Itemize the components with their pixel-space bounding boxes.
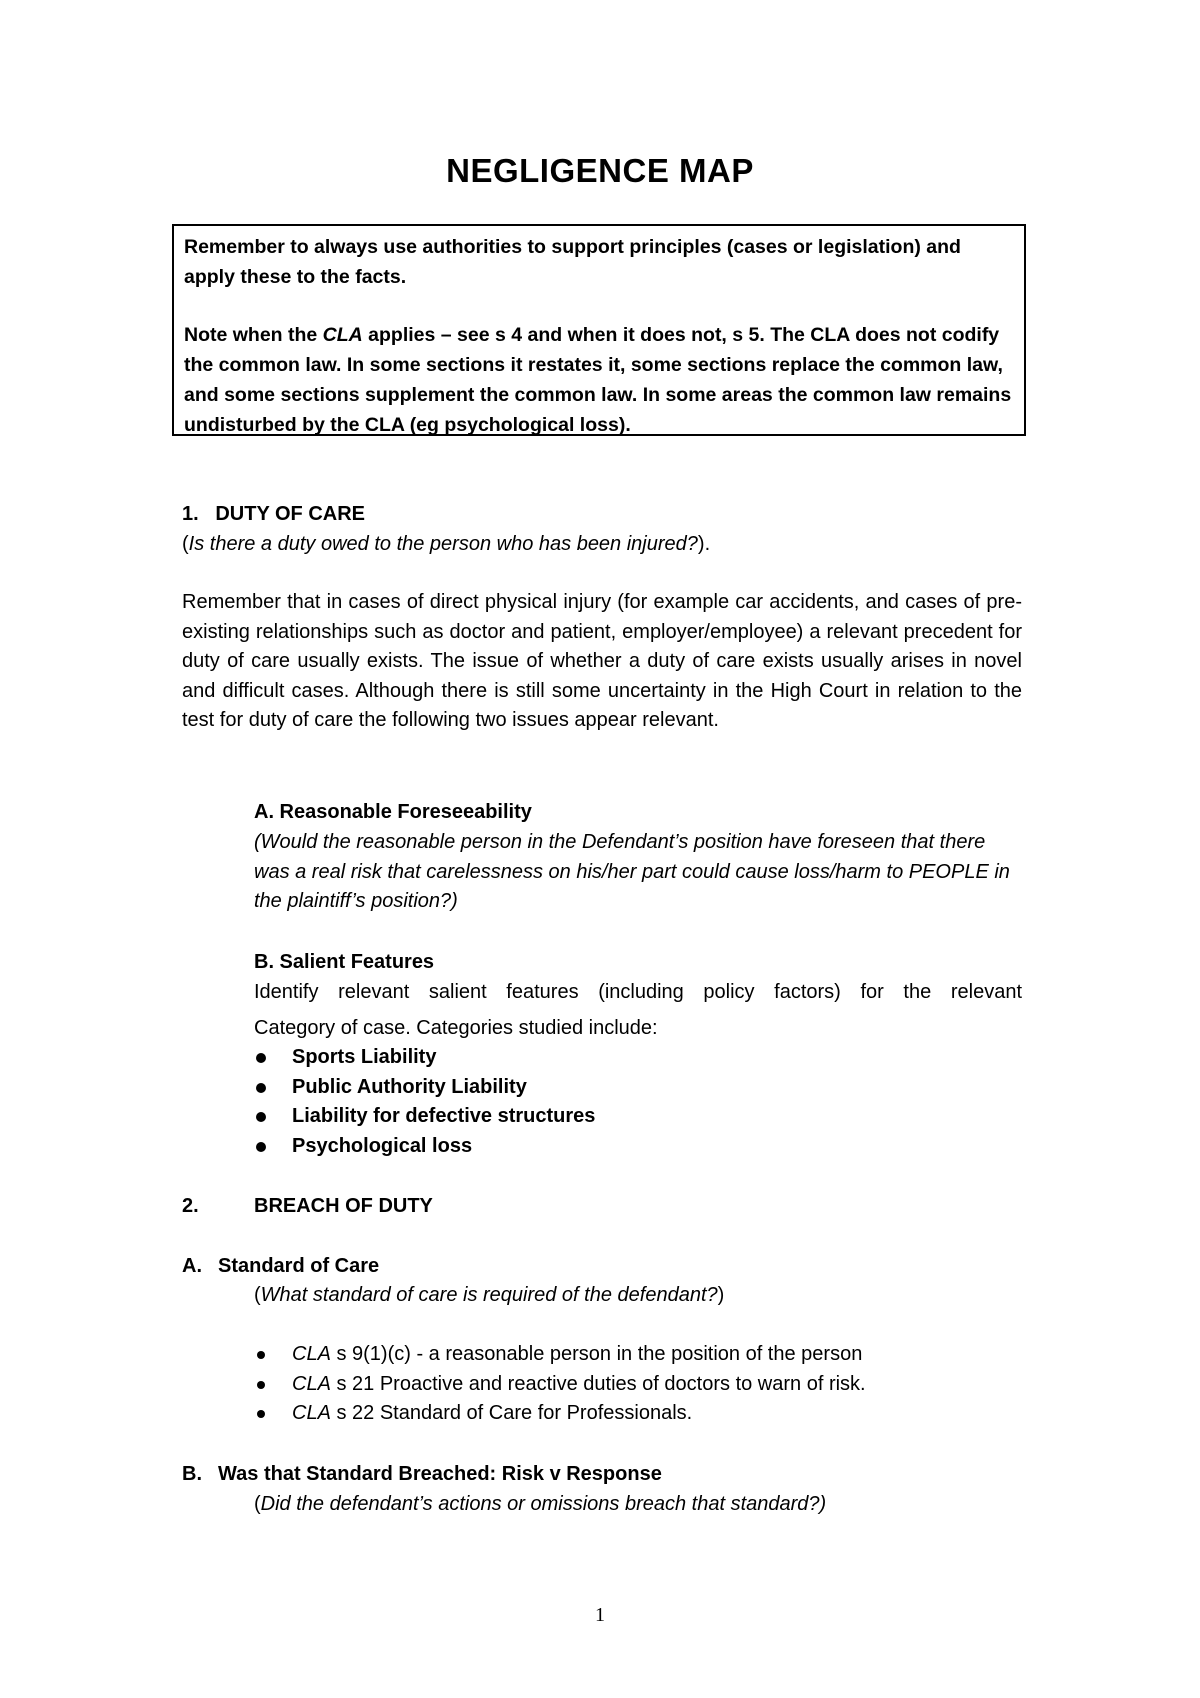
foreseeability-heading: A. Reasonable Foreseeability <box>254 801 532 823</box>
standard-of-care-heading: A. Standard of Care <box>182 1255 380 1277</box>
list-item: Sports Liability <box>254 1043 595 1073</box>
list-item: Psychological loss <box>254 1132 595 1162</box>
breach-question: (Did the defendant’s actions or omissions breach that standard?) <box>254 1493 827 1515</box>
list-item: CLA s 9(1)(c) - a reasonable person in the position of the person <box>254 1340 866 1370</box>
foreseeability-question: (Would the reasonable person in the Defendant’s position have foreseen that there was a real risk that carelessness on his/her part could cause loss/harm to PEOPLE in the plaintiff’s position?) <box>254 831 1010 912</box>
salient-features-heading: B. Salient Features <box>254 951 435 973</box>
categories-list <box>254 1043 595 1161</box>
list-item: Public Authority Liability <box>254 1073 595 1103</box>
note-paragraph-1: Remember to always use authorities to support principles (cases or legislation) and apply these to the facts. <box>184 236 961 288</box>
page-number: 1 <box>595 1604 605 1626</box>
list-item: CLA s 22 Standard of Care for Professionals. <box>254 1399 866 1429</box>
salient-features-text-1: Identify relevant salient features (including policy factors) for the relevant <box>254 981 1022 1003</box>
note-box <box>172 224 1026 436</box>
page-title: NEGLIGENCE MAP <box>446 152 754 189</box>
salient-features-text-2: Category of case. Categories studied include: <box>254 1017 658 1039</box>
list-item: CLA s 21 Proactive and reactive duties of doctors to warn of risk. <box>254 1370 866 1400</box>
note-paragraph-2: Note when the CLA applies – see s 4 and when it does not, s 5. The CLA does not codify the common law. In some sections it restates it, some sections replace the common law, and some sections supplement the common law. In some areas the common law remains undisturbed by the CLA (eg psychological loss). <box>184 324 1012 436</box>
section-1-paragraph: Remember that in cases of direct physical injury (for example car accidents, and cases of pre-existing relationships such as doctor and patient, employer/employee) a relevant precedent for duty of care usually exists. The issue of whether a duty of care exists usually arises in novel and difficult cases. Although there is still some uncertainty in the High Court in relation to the test for duty of care the following two issues appear relevant. <box>182 591 1022 731</box>
breach-heading: B. Was that Standard Breached: Risk v Response <box>182 1463 662 1485</box>
standard-of-care-question: (What standard of care is required of the defendant?) <box>254 1284 725 1306</box>
list-item: Liability for defective structures <box>254 1102 595 1132</box>
section-1-question: (Is there a duty owed to the person who has been injured?). <box>182 533 711 555</box>
cla-list <box>254 1340 866 1429</box>
section-1-heading: 1. DUTY OF CARE <box>182 503 365 525</box>
section-2-heading: 2. BREACH OF DUTY <box>182 1195 433 1217</box>
